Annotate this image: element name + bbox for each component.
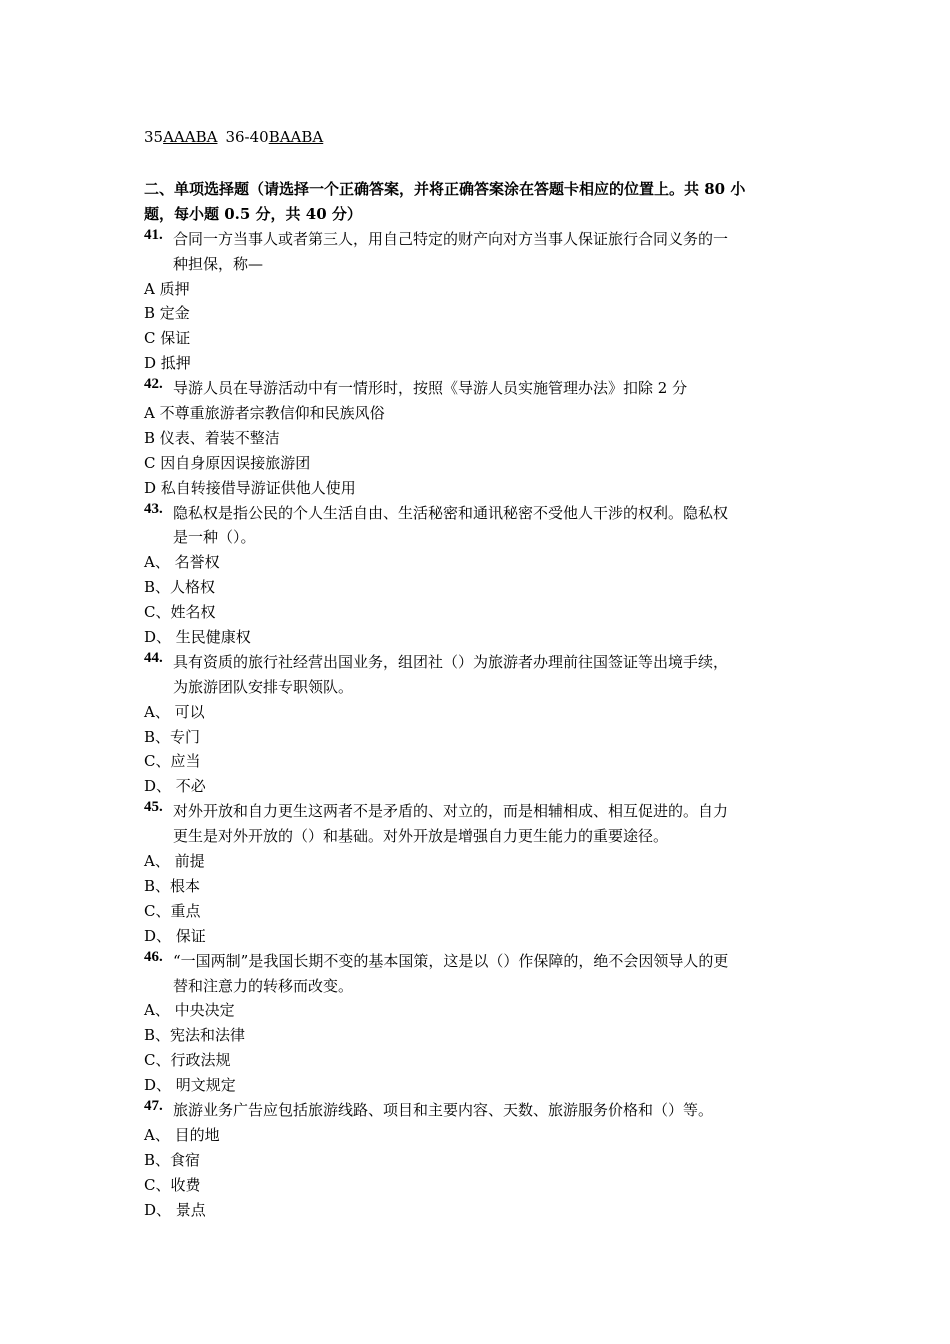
answer-option: C、姓名权 xyxy=(144,603,216,622)
question-stem xyxy=(144,949,812,999)
answer-option: A 不尊重旅游者宗教信仰和民族风俗 xyxy=(144,404,385,423)
question-block xyxy=(144,376,812,500)
answer-option: A、 目的地 xyxy=(144,1125,220,1144)
answer-option: B、专门 xyxy=(144,727,201,746)
question-block xyxy=(144,501,812,650)
answer-option: D、 不必 xyxy=(144,777,206,796)
answer-option: B、根本 xyxy=(144,876,201,895)
question-text-line: 旅游业务广告应包括旅游线路、项目和主要内容、天数、旅游服务价格和（）等。 xyxy=(173,1100,714,1119)
answer-key-prefix-1: 35 xyxy=(144,128,164,146)
question-text-line: 隐私权是指公民的个人生活自由、生活秘密和通讯秘密不受他人干涉的权利。隐私权 xyxy=(173,503,729,522)
question-text-line: 是一种（）。 xyxy=(173,528,256,547)
question-text xyxy=(173,501,812,551)
answer-option: C、行政法规 xyxy=(144,1051,231,1070)
section-heading-line-1: 二、单项选择题（请选择一个正确答案，并将正确答案涂在答题卡相应的位置上。共 80 小 xyxy=(144,180,746,198)
answer-option: D 抵押 xyxy=(144,354,191,373)
question-stem xyxy=(144,376,812,401)
question-text xyxy=(173,1098,812,1123)
question-text-line: “一国两制”是我国长期不变的基本国策，这是以（）作保障的，绝不会因领导人的更 xyxy=(173,951,729,970)
answer-option: D 私自转接借导游证供他人使用 xyxy=(144,478,356,497)
question-text-line: 为旅游团队安排专职领队。 xyxy=(173,677,354,696)
answer-option: B、食宿 xyxy=(144,1150,201,1169)
question-block xyxy=(144,949,812,1098)
question-text xyxy=(173,227,812,277)
answer-option: C 因自身原因误接旅游团 xyxy=(144,453,311,472)
answer-option: B、人格权 xyxy=(144,578,216,597)
answer-option: A、 前提 xyxy=(144,852,205,871)
answer-option: A、 中央决定 xyxy=(144,1001,235,1020)
answer-option: B 仪表、着装不整洁 xyxy=(144,428,280,447)
answer-option: C、收费 xyxy=(144,1175,201,1194)
question-text-line: 导游人员在导游活动中有一情形时，按照《导游人员实施管理办法》扣除 2 分 xyxy=(173,379,688,398)
answer-option: D、 保证 xyxy=(144,926,206,945)
answer-option: C 保证 xyxy=(144,329,191,348)
question-stem xyxy=(144,501,812,551)
question-number: 42. xyxy=(144,376,163,393)
question-text xyxy=(173,376,812,401)
answer-option: C、重点 xyxy=(144,901,201,920)
question-text xyxy=(173,949,812,999)
question-text-line: 种担保，称— xyxy=(173,254,264,273)
question-stem xyxy=(144,227,812,277)
question-text xyxy=(173,799,812,849)
question-text xyxy=(173,650,812,700)
answer-option: C、应当 xyxy=(144,752,201,771)
question-number: 46. xyxy=(144,948,163,965)
question-stem xyxy=(144,650,812,700)
answer-key xyxy=(144,127,323,147)
exam-content xyxy=(144,177,812,1222)
question-text-line: 替和注意力的转移而改变。 xyxy=(173,976,354,995)
answer-option: D、 生民健康权 xyxy=(144,628,251,647)
question-block xyxy=(144,650,812,799)
question-text-line: 更生是对外开放的（）和基础。对外开放是增强自力更生能力的重要途径。 xyxy=(173,827,669,846)
answer-option: D、 景点 xyxy=(144,1200,206,1219)
question-block xyxy=(144,799,812,948)
question-text-line: 合同一方当事人或者第三人，用自己特定的财产向对方当事人保证旅行合同义务的一 xyxy=(173,229,729,248)
question-number: 43. xyxy=(144,500,163,517)
question-stem xyxy=(144,799,812,849)
question-text-line: 具有资质的旅行社经营出国业务，组团社（）为旅游者办理前往国签证等出境手续， xyxy=(173,652,729,671)
answer-option: A、 可以 xyxy=(144,702,205,721)
question-list xyxy=(144,227,812,1223)
question-number: 44. xyxy=(144,649,163,666)
answer-key-answers-2: BAABA xyxy=(268,128,324,146)
answer-option: A、 名誉权 xyxy=(144,553,220,572)
question-stem xyxy=(144,1098,812,1123)
answer-key-answers-1: AAABA xyxy=(163,128,218,146)
question-block xyxy=(144,1098,812,1222)
question-block xyxy=(144,227,812,376)
answer-option: B 定金 xyxy=(144,304,190,323)
question-number: 41. xyxy=(144,226,163,243)
question-number: 45. xyxy=(144,799,163,816)
answer-option: A 质押 xyxy=(144,279,190,298)
answer-key-prefix-2: 36-40 xyxy=(225,128,269,146)
question-text-line: 对外开放和自力更生这两者不是矛盾的、对立的，而是相辅相成、相互促进的。自力 xyxy=(173,802,729,821)
section-heading-line-2: 题，每小题 0.5 分，共 40 分） xyxy=(144,204,362,223)
answer-option: D、 明文规定 xyxy=(144,1076,236,1095)
answer-option: B、宪法和法律 xyxy=(144,1026,246,1045)
question-number: 47. xyxy=(144,1097,163,1114)
